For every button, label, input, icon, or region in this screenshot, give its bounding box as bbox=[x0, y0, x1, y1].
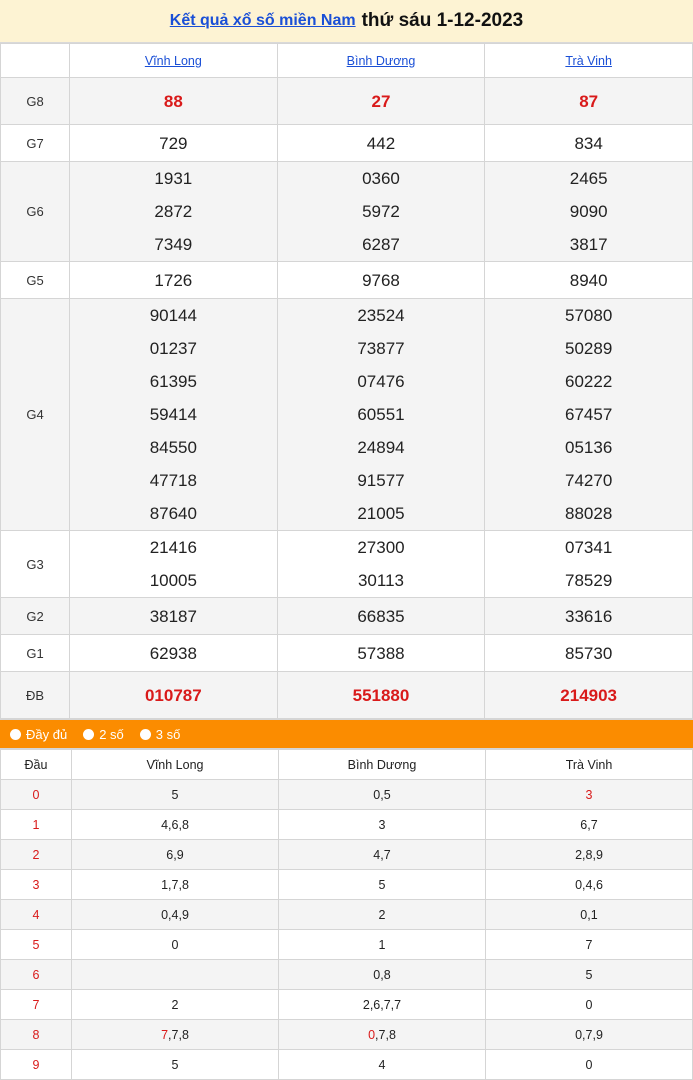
head-values-cell: 3 bbox=[486, 780, 693, 810]
results-table bbox=[0, 43, 693, 719]
prize-number: 57388 bbox=[357, 643, 405, 663]
head-values-cell: 5 bbox=[72, 1050, 279, 1080]
head-values-cell: 2,8,9 bbox=[486, 840, 693, 870]
province-header-cell bbox=[277, 44, 485, 78]
province-link[interactable]: Trà Vinh bbox=[565, 54, 612, 68]
head-values-cell: 0 bbox=[486, 1050, 693, 1080]
page-title-link[interactable]: Kết quả xổ số miền Nam bbox=[169, 12, 356, 29]
prize-label: G6 bbox=[1, 162, 70, 262]
prize-number: 47718 bbox=[149, 471, 197, 490]
prize-numbers-cell bbox=[485, 299, 693, 531]
prize-numbers-cell bbox=[70, 598, 278, 635]
head-digit-cell: 1 bbox=[1, 810, 72, 840]
head-values-cell: 4,6,8 bbox=[72, 810, 279, 840]
prize-number: 214903 bbox=[560, 685, 618, 705]
head-values-cell: 0,1 bbox=[486, 900, 693, 930]
province-link[interactable]: Bình Dương bbox=[346, 54, 416, 68]
prize-numbers-cell bbox=[70, 262, 278, 299]
heads-col-header: Bình Dương bbox=[279, 750, 486, 780]
radio-icon[interactable] bbox=[83, 729, 94, 740]
heads-table-row bbox=[1, 870, 693, 900]
head-values-cell: 0 bbox=[72, 930, 279, 960]
heads-table-row bbox=[1, 1050, 693, 1080]
head-values-cell: 2,6,7,7 bbox=[279, 990, 486, 1020]
prize-number: 78529 bbox=[565, 571, 613, 590]
prize-number: 01237 bbox=[149, 339, 197, 358]
head-digit-cell: 4 bbox=[1, 900, 72, 930]
prize-number: 442 bbox=[366, 133, 396, 153]
prize-number: 30113 bbox=[357, 571, 404, 590]
heads-table-row bbox=[1, 960, 693, 990]
prize-number: 60551 bbox=[357, 405, 405, 424]
prize-number: 0360 bbox=[362, 169, 400, 188]
filter-option-1[interactable] bbox=[10, 727, 67, 742]
province-link[interactable]: Vĩnh Long bbox=[144, 54, 202, 68]
prize-number: 33616 bbox=[565, 606, 613, 626]
head-values-cell: 0,4,6 bbox=[486, 870, 693, 900]
prize-row bbox=[1, 162, 693, 262]
head-digit-cell: 2 bbox=[1, 840, 72, 870]
head-digit-cell: 8 bbox=[1, 1020, 72, 1050]
head-values-cell: 3 bbox=[279, 810, 486, 840]
head-values-cell: 0,7,8 bbox=[279, 1020, 486, 1050]
prize-number: 84550 bbox=[149, 438, 197, 457]
prize-label: ĐB bbox=[1, 672, 70, 719]
prize-numbers-cell bbox=[485, 262, 693, 299]
head-values-cell: 0,7,9 bbox=[486, 1020, 693, 1050]
head-values-cell: 1 bbox=[279, 930, 486, 960]
prize-numbers-cell bbox=[277, 162, 485, 262]
heads-table-row bbox=[1, 810, 693, 840]
prize-number: 21005 bbox=[357, 504, 405, 523]
prize-row bbox=[1, 78, 693, 125]
head-values-cell: 5 bbox=[72, 780, 279, 810]
prize-row bbox=[1, 635, 693, 672]
filter-option-label: Đầy đủ bbox=[26, 726, 68, 742]
prize-numbers-cell bbox=[277, 262, 485, 299]
heads-table-row bbox=[1, 900, 693, 930]
prize-numbers-cell bbox=[277, 531, 485, 598]
prize-number: 07476 bbox=[357, 372, 405, 391]
prize-number: 74270 bbox=[565, 471, 613, 490]
province-header-row bbox=[1, 44, 693, 78]
prize-number: 88028 bbox=[565, 504, 613, 523]
prize-number: 07341 bbox=[565, 538, 613, 557]
prize-number: 551880 bbox=[352, 685, 410, 705]
prize-numbers-cell bbox=[70, 162, 278, 262]
prize-number: 5972 bbox=[362, 202, 400, 221]
prize-numbers-cell bbox=[485, 162, 693, 262]
heads-table-row bbox=[1, 1020, 693, 1050]
head-values-cell: 2 bbox=[279, 900, 486, 930]
prize-label: G2 bbox=[1, 598, 70, 635]
prize-number: 88 bbox=[163, 91, 183, 111]
prize-numbers-cell bbox=[277, 299, 485, 531]
prize-label: G8 bbox=[1, 78, 70, 125]
filter-option-label: 2 số bbox=[99, 726, 124, 742]
prize-label: G7 bbox=[1, 125, 70, 162]
prize-number: 59414 bbox=[149, 405, 197, 424]
head-values-cell: 7,7,8 bbox=[72, 1020, 279, 1050]
prize-number: 2465 bbox=[569, 169, 608, 188]
prize-number: 38187 bbox=[149, 606, 197, 626]
filter-option-label: 3 số bbox=[155, 726, 181, 742]
prize-numbers-cell bbox=[485, 598, 693, 635]
filter-option-2[interactable] bbox=[83, 727, 124, 742]
prize-number: 61395 bbox=[149, 372, 197, 391]
prize-number: 05136 bbox=[565, 438, 613, 457]
prize-number: 73877 bbox=[357, 339, 405, 358]
prize-number: 90144 bbox=[149, 306, 197, 325]
head-values-cell: 0,4,9 bbox=[72, 900, 279, 930]
prize-number: 8940 bbox=[569, 270, 608, 290]
prize-row bbox=[1, 598, 693, 635]
prize-number: 1931 bbox=[154, 169, 193, 188]
head-digit-cell: 7 bbox=[1, 990, 72, 1020]
prize-number: 21416 bbox=[149, 538, 197, 557]
head-values-cell: 4 bbox=[279, 1050, 486, 1080]
head-values-cell: 0,5 bbox=[279, 780, 486, 810]
prize-row bbox=[1, 299, 693, 531]
prize-numbers-cell bbox=[485, 672, 693, 719]
head-digit-cell: 0 bbox=[1, 780, 72, 810]
prize-numbers-cell bbox=[277, 635, 485, 672]
prize-number: 91577 bbox=[357, 471, 405, 490]
prize-number: 27 bbox=[371, 91, 391, 111]
prize-label: G3 bbox=[1, 531, 70, 598]
prize-numbers-cell bbox=[485, 635, 693, 672]
heads-table bbox=[0, 749, 693, 1080]
radio-icon[interactable] bbox=[140, 729, 151, 740]
heads-table-row bbox=[1, 930, 693, 960]
prize-number: 60222 bbox=[565, 372, 613, 391]
head-values-cell: 6,7 bbox=[486, 810, 693, 840]
prize-row bbox=[1, 531, 693, 598]
head-values-cell: 6,9 bbox=[72, 840, 279, 870]
page-header bbox=[0, 0, 693, 43]
province-header-blank bbox=[1, 44, 70, 78]
prize-numbers-cell bbox=[277, 78, 485, 125]
prize-row bbox=[1, 262, 693, 299]
prize-number: 10005 bbox=[149, 571, 197, 590]
prize-number: 24894 bbox=[357, 438, 405, 457]
filter-option-3[interactable] bbox=[140, 727, 181, 742]
head-values-cell: 5 bbox=[486, 960, 693, 990]
heads-col-header-digit: Đầu bbox=[1, 750, 72, 780]
page-title-date: thứ sáu 1-12-2023 bbox=[361, 10, 524, 31]
prize-number: 62938 bbox=[149, 643, 197, 663]
prize-numbers-cell bbox=[70, 78, 278, 125]
radio-icon[interactable] bbox=[10, 729, 21, 740]
head-values-cell: 4,7 bbox=[279, 840, 486, 870]
prize-number: 67457 bbox=[565, 405, 613, 424]
prize-numbers-cell bbox=[485, 78, 693, 125]
prize-number: 9090 bbox=[569, 202, 608, 221]
prize-number: 9768 bbox=[362, 270, 400, 290]
prize-row bbox=[1, 672, 693, 719]
heads-table-row bbox=[1, 780, 693, 810]
prize-number: 23524 bbox=[357, 306, 405, 325]
heads-col-header: Vĩnh Long bbox=[72, 750, 279, 780]
heads-header-row bbox=[1, 750, 693, 780]
prize-numbers-cell bbox=[277, 672, 485, 719]
prize-number: 85730 bbox=[565, 643, 613, 663]
prize-number: 010787 bbox=[144, 685, 202, 705]
heads-col-header: Trà Vinh bbox=[486, 750, 693, 780]
prize-number: 2872 bbox=[154, 202, 193, 221]
prize-label: G5 bbox=[1, 262, 70, 299]
head-digit-cell: 9 bbox=[1, 1050, 72, 1080]
prize-number: 27300 bbox=[357, 538, 405, 557]
prize-number: 3817 bbox=[569, 235, 608, 254]
head-values-cell: 2 bbox=[72, 990, 279, 1020]
prize-number: 6287 bbox=[362, 235, 400, 254]
head-digit-cell: 5 bbox=[1, 930, 72, 960]
prize-row bbox=[1, 125, 693, 162]
head-digit-cell: 3 bbox=[1, 870, 72, 900]
head-values-cell: 1,7,8 bbox=[72, 870, 279, 900]
prize-number: 66835 bbox=[357, 606, 405, 626]
prize-numbers-cell bbox=[70, 635, 278, 672]
prize-number: 87 bbox=[579, 91, 599, 111]
prize-numbers-cell bbox=[70, 299, 278, 531]
province-header-cell bbox=[70, 44, 278, 78]
prize-numbers-cell bbox=[277, 125, 485, 162]
prize-numbers-cell bbox=[485, 531, 693, 598]
filter-bar bbox=[0, 719, 693, 749]
head-values-cell bbox=[72, 960, 279, 990]
head-digit-cell: 6 bbox=[1, 960, 72, 990]
prize-label: G4 bbox=[1, 299, 70, 531]
prize-numbers-cell bbox=[70, 125, 278, 162]
heads-table-row bbox=[1, 990, 693, 1020]
prize-number: 1726 bbox=[154, 270, 193, 290]
prize-number: 87640 bbox=[149, 504, 197, 523]
prize-numbers-cell bbox=[70, 531, 278, 598]
head-values-cell: 0 bbox=[486, 990, 693, 1020]
head-values-cell: 0,8 bbox=[279, 960, 486, 990]
prize-number: 7349 bbox=[154, 235, 193, 254]
prize-number: 57080 bbox=[565, 306, 613, 325]
prize-numbers-cell bbox=[277, 598, 485, 635]
heads-table-row bbox=[1, 840, 693, 870]
prize-number: 834 bbox=[574, 133, 603, 153]
prize-numbers-cell bbox=[485, 125, 693, 162]
head-values-cell: 7 bbox=[486, 930, 693, 960]
prize-number: 50289 bbox=[565, 339, 613, 358]
prize-numbers-cell bbox=[70, 672, 278, 719]
province-header-cell bbox=[485, 44, 693, 78]
prize-label: G1 bbox=[1, 635, 70, 672]
prize-number: 729 bbox=[159, 133, 188, 153]
head-values-cell: 5 bbox=[279, 870, 486, 900]
